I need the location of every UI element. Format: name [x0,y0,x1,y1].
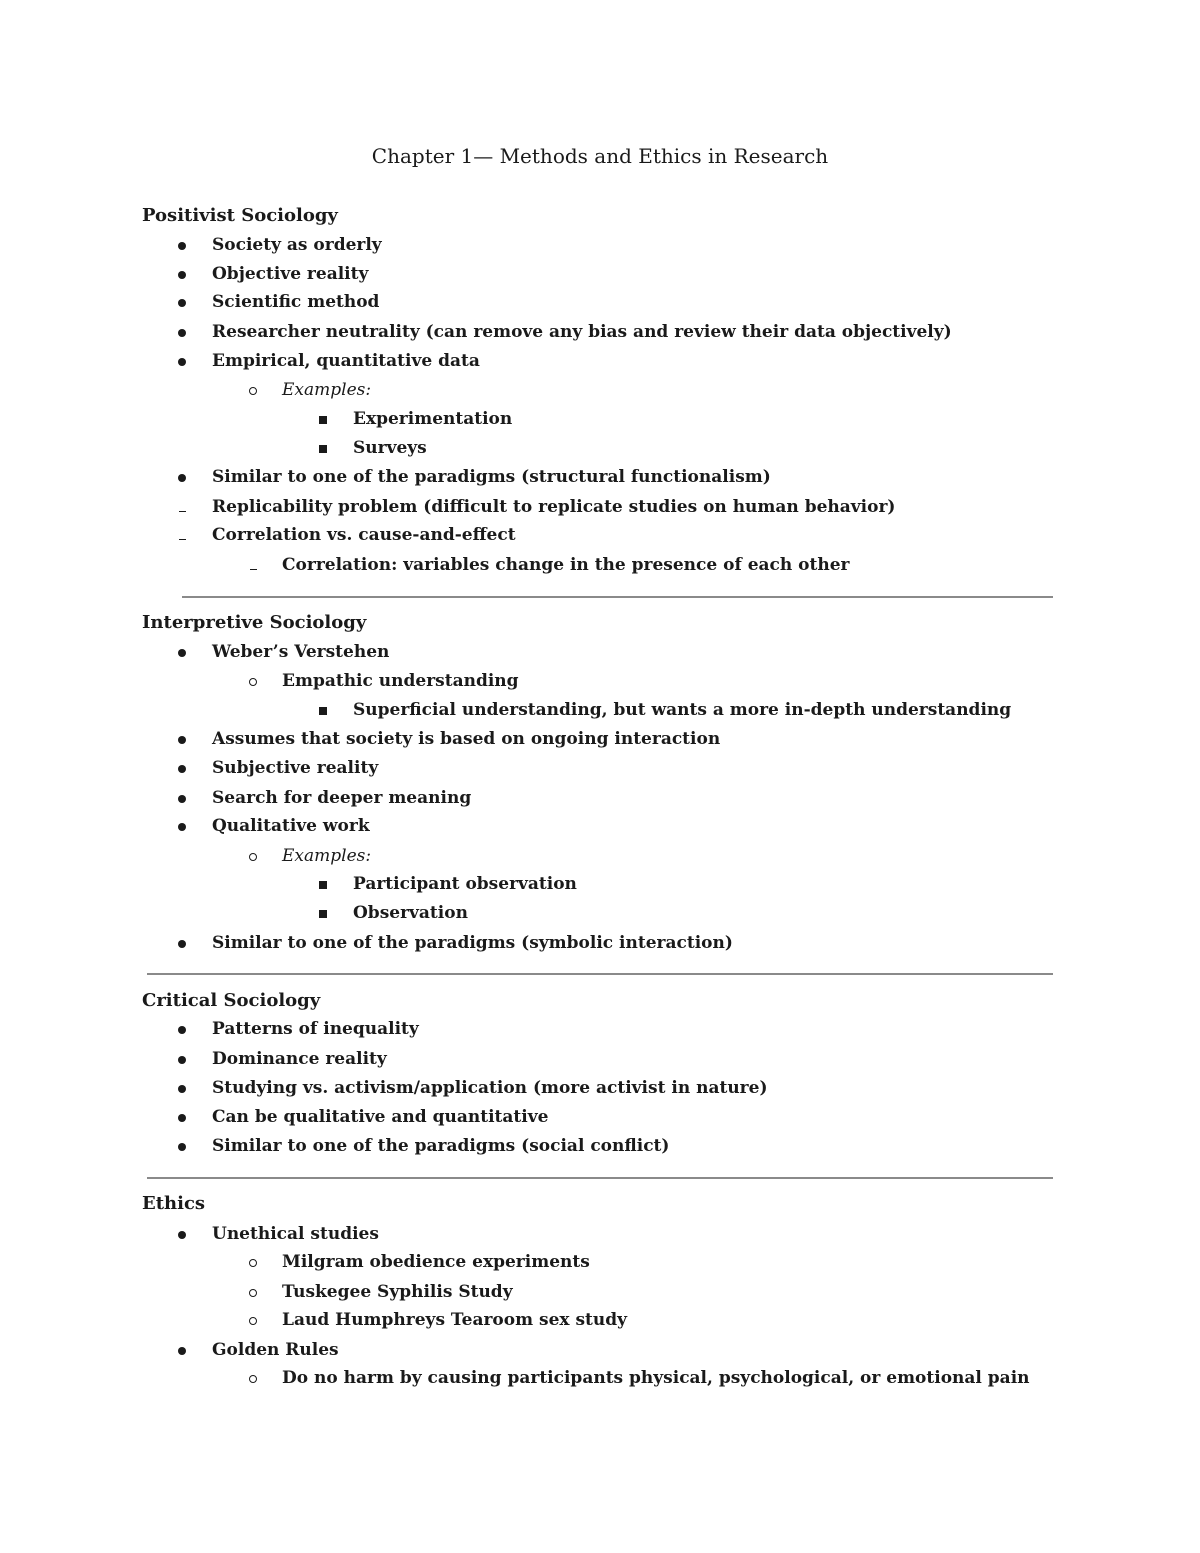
list-item: Similar to one of the paradigms (symbolic interaction) [212,933,733,953]
list-item: Do no harm by causing participants physical, psychological, or emotional pain [282,1368,1030,1388]
list-item: Can be qualitative and quantitative [212,1107,549,1127]
bullet-icon [172,929,192,957]
list-item: Replicability problem (difficult to replicate studies on human behavior) [212,497,896,517]
section-heading-critical: Critical Sociology [142,990,321,1011]
bullet-icon [172,638,192,666]
list-item: Similar to one of the paradigms (structural functionalism) [212,467,771,487]
dash-bullet-icon [172,521,192,549]
list-item: Studying vs. activism/application (more activist in nature) [212,1078,768,1098]
section-heading-positivist: Positivist Sociology [142,205,338,226]
bullet-icon [172,725,192,753]
list-item: Surveys [353,438,427,458]
list-item: Scientific method [212,292,380,312]
circle-bullet-icon [243,1306,263,1334]
circle-bullet-icon [243,1248,263,1276]
bullet-icon [172,288,192,316]
list-item: Superficial understanding, but wants a more in-depth understanding [353,700,1012,720]
bullet-icon [172,812,192,840]
section-heading-ethics: Ethics [142,1193,206,1214]
list-item: Similar to one of the paradigms (social conflict) [212,1136,670,1156]
bullet-icon [172,1045,192,1073]
bullet-icon [172,754,192,782]
list-item: Society as orderly [212,235,382,255]
section-divider [147,973,1053,975]
bullet-icon [172,347,192,375]
list-item: Examples: [282,380,372,400]
list-item: Unethical studies [212,1224,379,1244]
dash-bullet-icon [243,551,263,579]
bullet-icon [172,1132,192,1160]
square-bullet-icon [313,870,333,898]
bullet-icon [172,1336,192,1364]
bullet-icon [172,1220,192,1248]
list-item: Experimentation [353,409,513,429]
list-item: Examples: [282,846,372,866]
list-item: Researcher neutrality (can remove any bias and review their data objectively) [212,322,952,342]
bullet-icon [172,463,192,491]
dash-bullet-icon [172,493,192,521]
circle-bullet-icon [243,1278,263,1306]
list-item: Qualitative work [212,816,370,836]
square-bullet-icon [313,434,333,462]
square-bullet-icon [313,405,333,433]
list-item: Participant observation [353,874,577,894]
circle-bullet-icon [243,667,263,695]
list-item: Patterns of inequality [212,1019,419,1039]
list-item: Correlation vs. cause-and-effect [212,525,516,545]
list-item: Empathic understanding [282,671,519,691]
list-item: Correlation: variables change in the presence of each other [282,555,850,575]
square-bullet-icon [313,899,333,927]
list-item: Subjective reality [212,758,379,778]
bullet-icon [172,260,192,288]
list-item: Milgram obedience experiments [282,1252,590,1272]
list-item: Laud Humphreys Tearoom sex study [282,1310,627,1330]
list-item: Observation [353,903,468,923]
section-divider [182,596,1053,598]
list-item: Golden Rules [212,1340,339,1360]
bullet-icon [172,1103,192,1131]
list-item: Search for deeper meaning [212,788,472,808]
section-heading-interpretive: Interpretive Sociology [142,612,367,633]
list-item: Weber’s Verstehen [212,642,390,662]
section-divider [147,1177,1053,1179]
bullet-icon [172,1074,192,1102]
list-item: Dominance reality [212,1049,387,1069]
list-item: Assumes that society is based on ongoing interaction [212,729,721,749]
circle-bullet-icon [243,376,263,404]
square-bullet-icon [313,696,333,724]
list-item: Tuskegee Syphilis Study [282,1282,513,1302]
bullet-icon [172,318,192,346]
circle-bullet-icon [243,842,263,870]
bullet-icon [172,231,192,259]
bullet-icon [172,1015,192,1043]
page-title: Chapter 1— Methods and Ethics in Research [371,144,829,168]
list-item: Empirical, quantitative data [212,351,480,371]
list-item: Objective reality [212,264,369,284]
circle-bullet-icon [243,1364,263,1392]
bullet-icon [172,784,192,812]
